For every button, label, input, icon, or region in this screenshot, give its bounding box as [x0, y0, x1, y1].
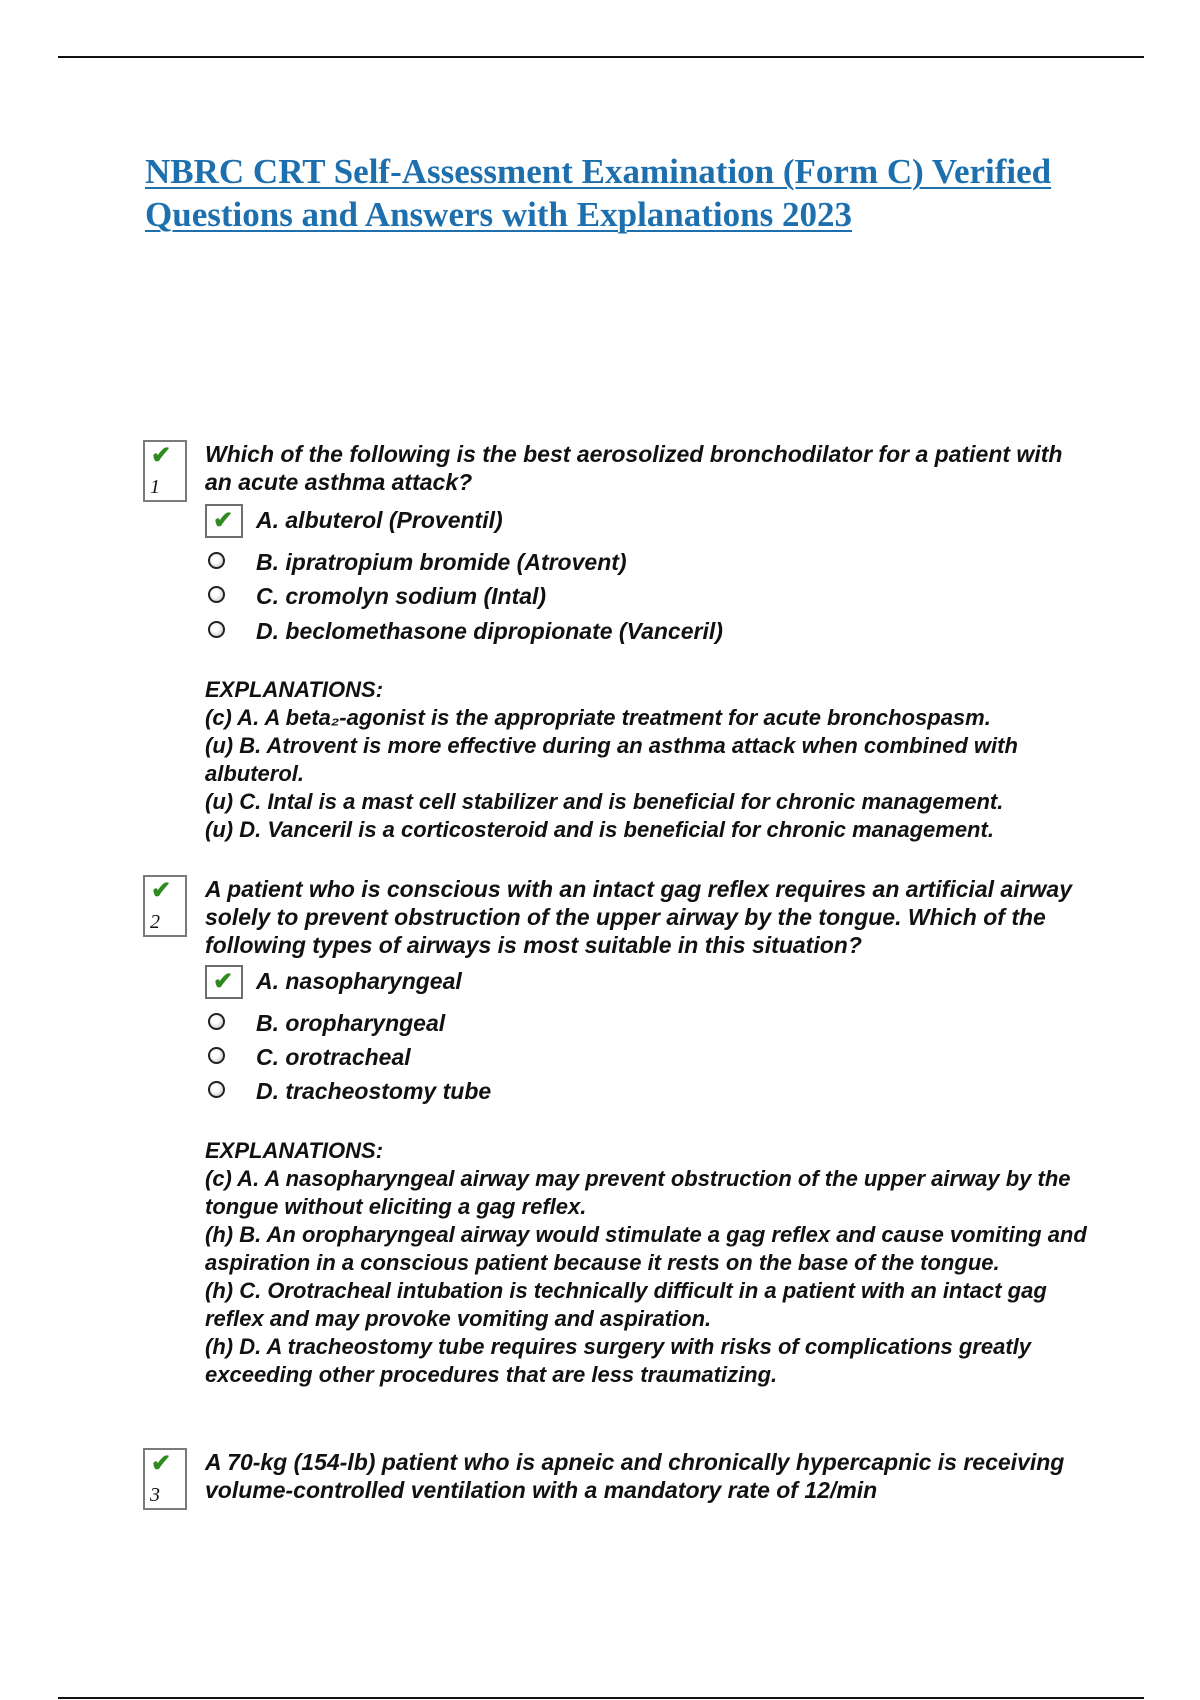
radio-empty-icon[interactable] [208, 586, 225, 603]
check-icon: ✔ [151, 442, 172, 469]
question-number: 2 [150, 911, 160, 933]
option-label: B. ipratropium bromide (Atrovent) [256, 549, 627, 575]
question-status-box [143, 440, 187, 502]
document-title[interactable]: NBRC CRT Self-Assessment Examination (Form C) Verified Questions and Answers with Explanations 2023 [145, 152, 1052, 234]
option-label: B. oropharyngeal [256, 1010, 446, 1036]
question-text: A 70-kg (154-lb) patient who is apneic and chronically hypercapnic is receiving volume-controlled ventilation with a mandatory rate of 12/min [205, 1449, 1065, 1503]
explanation-item: (u) C. Intal is a mast cell stabilizer and is beneficial for chronic management. [205, 789, 1004, 814]
option-b[interactable] [205, 1007, 1065, 1041]
explanation-item: (u) D. Vanceril is a corticosteroid and is beneficial for chronic management. [205, 817, 994, 842]
option-a[interactable] [205, 965, 1065, 999]
option-c[interactable] [205, 1041, 1065, 1075]
question-text: Which of the following is the best aerosolized bronchodilator for a patient with an acute asthma attack? [205, 441, 1063, 495]
explanation-item: (h) D. A tracheostomy tube requires surgery with risks of complications greatly exceeding other procedures that are less traumatizing. [205, 1334, 1032, 1387]
option-label: C. cromolyn sodium (Intal) [256, 583, 547, 609]
option-label: D. beclomethasone dipropionate (Vanceril) [256, 618, 723, 644]
option-label: C. orotracheal [256, 1044, 411, 1070]
selected-answer-box[interactable] [205, 504, 243, 538]
explanations-heading: EXPLANATIONS: [205, 677, 384, 702]
top-rule [58, 56, 1144, 58]
radio-empty-icon[interactable] [208, 1013, 225, 1030]
question-number: 3 [150, 1484, 160, 1506]
radio-empty-icon[interactable] [208, 552, 225, 569]
explanations-heading: EXPLANATIONS: [205, 1138, 384, 1163]
option-label: A. albuterol (Proventil) [256, 507, 503, 533]
check-icon: ✔ [213, 968, 234, 995]
explanations [205, 1137, 1090, 1389]
option-d[interactable] [205, 615, 1065, 649]
radio-empty-icon[interactable] [208, 621, 225, 638]
bottom-rule [58, 1697, 1144, 1699]
question-status-box [143, 1448, 187, 1510]
explanation-item: (u) B. Atrovent is more effective during an asthma attack when combined with albuterol. [205, 733, 1018, 786]
option-d[interactable] [205, 1075, 1065, 1109]
check-icon: ✔ [213, 507, 234, 534]
check-icon: ✔ [151, 877, 172, 904]
option-a[interactable] [205, 504, 1065, 538]
radio-empty-icon[interactable] [208, 1081, 225, 1098]
explanation-item: (c) A. A beta₂-agonist is the appropriate treatment for acute bronchospasm. [205, 705, 991, 730]
explanation-item: (h) C. Orotracheal intubation is technically difficult in a patient with an intact gag reflex and may provoke vomiting and aspiration. [205, 1278, 1047, 1331]
explanation-item: (c) A. A nasopharyngeal airway may prevent obstruction of the upper airway by the tongue without eliciting a gag reflex. [205, 1166, 1071, 1219]
option-label: D. tracheostomy tube [256, 1078, 492, 1104]
explanation-item: (h) B. An oropharyngeal airway would stimulate a gag reflex and cause vomiting and aspiration in a conscious patient because it rests on the base of the tongue. [205, 1222, 1087, 1275]
question-number: 1 [150, 476, 160, 498]
check-icon: ✔ [151, 1450, 172, 1477]
selected-answer-box[interactable] [205, 965, 243, 999]
option-label: A. nasopharyngeal [256, 968, 462, 994]
radio-empty-icon[interactable] [208, 1047, 225, 1064]
option-c[interactable] [205, 580, 1065, 614]
question-status-box [143, 875, 187, 937]
question-text: A patient who is conscious with an intact gag reflex requires an artificial airway solely to prevent obstruction of the upper airway by the tongue. Which of the following types of airways is most suitable in this situation? [205, 876, 1072, 958]
explanations [205, 676, 1090, 844]
option-b[interactable] [205, 546, 1065, 580]
